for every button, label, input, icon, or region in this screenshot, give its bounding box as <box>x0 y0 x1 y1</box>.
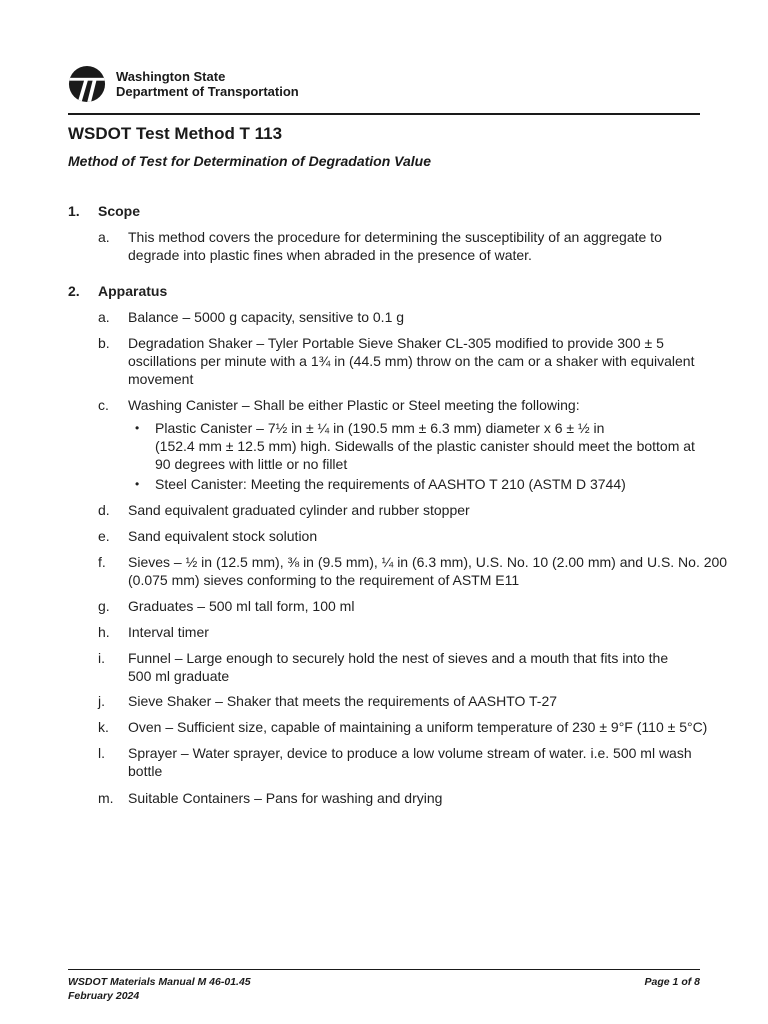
text-line: bottle <box>128 763 163 779</box>
text-line: degrade into plastic fines when abraded in the presence of water. <box>128 247 532 263</box>
text-line: Sieve Shaker – Shaker that meets the requirements of AASHTO T-27 <box>128 693 558 709</box>
list-item-text <box>128 789 693 807</box>
bullet-icon: • <box>135 421 140 435</box>
text-line: Sprayer – Water sprayer, device to produce a low volume stream of water. i.e. 500 ml wash <box>128 745 692 761</box>
list-item-text <box>128 649 693 685</box>
text-line: 90 degrees with little or no fillet <box>155 456 348 472</box>
footer-date: February 2024 <box>68 990 140 1002</box>
text-line: (0.075 mm) sieves conforming to the requirement of ASTM E11 <box>128 572 520 588</box>
list-item-letter: m. <box>98 790 114 806</box>
header-rule <box>68 113 700 115</box>
text-line: Sand equivalent graduated cylinder and rubber stopper <box>128 502 470 518</box>
text-line: Oven – Sufficient size, capable of maintaining a uniform temperature of 230 ± 9°F (110 ± 5°C) <box>128 719 708 735</box>
bullet-item-text <box>155 475 690 493</box>
page-subtitle: Method of Test for Determination of Degradation Value <box>68 153 431 169</box>
list-item-text <box>128 553 728 589</box>
text-line: Sieves – ½ in (12.5 mm), ⅜ in (9.5 mm), ¼ in (6.3 mm), U.S. No. 10 (2.00 mm) and U.S. No. 200 <box>128 554 728 570</box>
text-line: (152.4 mm ± 12.5 mm) high. Sidewalls of the plastic canister should meet the bottom at <box>155 438 695 454</box>
list-item-letter: c. <box>98 397 109 413</box>
page-title: WSDOT Test Method T 113 <box>68 124 283 143</box>
text-line: oscillations per minute with a 1¾ in (44.5 mm) throw on the cam or a shaker with equivalent <box>128 353 695 369</box>
list-item-letter: e. <box>98 528 110 544</box>
wsdot-logo-icon <box>68 65 106 103</box>
text-line: Sand equivalent stock solution <box>128 528 318 544</box>
text-line: 500 ml graduate <box>128 668 230 684</box>
list-item-letter: d. <box>98 502 110 518</box>
list-item-text <box>128 597 693 615</box>
bullet-item-text <box>155 419 695 473</box>
text-line: Graduates – 500 ml tall form, 100 ml <box>128 598 355 614</box>
list-item-text <box>128 228 693 264</box>
section-number: 1. <box>68 203 80 219</box>
footer-left <box>68 975 251 1003</box>
text-line: Degradation Shaker – Tyler Portable Sieve Shaker CL-305 modified to provide 300 ± 5 <box>128 335 664 351</box>
wsdot-logo <box>68 62 299 106</box>
text-line: Suitable Containers – Pans for washing and drying <box>128 790 443 806</box>
text-line: Funnel – Large enough to securely hold the nest of sieves and a mouth that fits into the <box>128 650 669 666</box>
list-item-text <box>128 623 693 641</box>
list-item-letter: l. <box>98 745 105 761</box>
bullet-icon: • <box>135 477 140 491</box>
org-name-line2: Department of Transportation <box>116 84 299 99</box>
list-item-letter: b. <box>98 335 110 351</box>
list-item-letter: a. <box>98 309 110 325</box>
text-line: movement <box>128 371 194 387</box>
footer-rule <box>68 969 700 970</box>
list-item-text <box>128 334 693 388</box>
list-item-letter: h. <box>98 624 110 640</box>
list-item-letter: k. <box>98 719 109 735</box>
section-heading: Apparatus <box>98 283 168 299</box>
list-item-text <box>128 396 693 414</box>
list-item-letter: a. <box>98 229 110 245</box>
text-line: Plastic Canister – 7½ in ± ¼ in (190.5 mm ± 6.3 mm) diameter x 6 ± ½ in <box>155 420 605 436</box>
list-item-text <box>128 308 693 326</box>
list-item-letter: i. <box>98 650 105 666</box>
section-heading: Scope <box>98 203 141 219</box>
footer-page-number: Page 1 of 8 <box>644 976 700 988</box>
section-number: 2. <box>68 283 80 299</box>
list-item-text <box>128 692 693 710</box>
text-line: This method covers the procedure for determining the susceptibility of an aggregate to <box>128 229 662 245</box>
list-item-letter: f. <box>98 554 106 570</box>
text-line: Steel Canister: Meeting the requirements of AASHTO T 210 (ASTM D 3744) <box>155 476 626 492</box>
list-item-letter: j. <box>98 693 105 709</box>
footer-manual: WSDOT Materials Manual M 46-01.45 <box>68 976 251 988</box>
list-item-text <box>128 744 693 780</box>
text-line: Balance – 5000 g capacity, sensitive to 0.1 g <box>128 309 405 325</box>
list-item-text <box>128 718 708 736</box>
list-item-text <box>128 527 693 545</box>
text-line: Interval timer <box>128 624 209 640</box>
list-item-letter: g. <box>98 598 110 614</box>
org-name-line1: Washington State <box>116 69 226 84</box>
list-item-text <box>128 501 693 519</box>
text-line: Washing Canister – Shall be either Plastic or Steel meeting the following: <box>128 397 580 413</box>
